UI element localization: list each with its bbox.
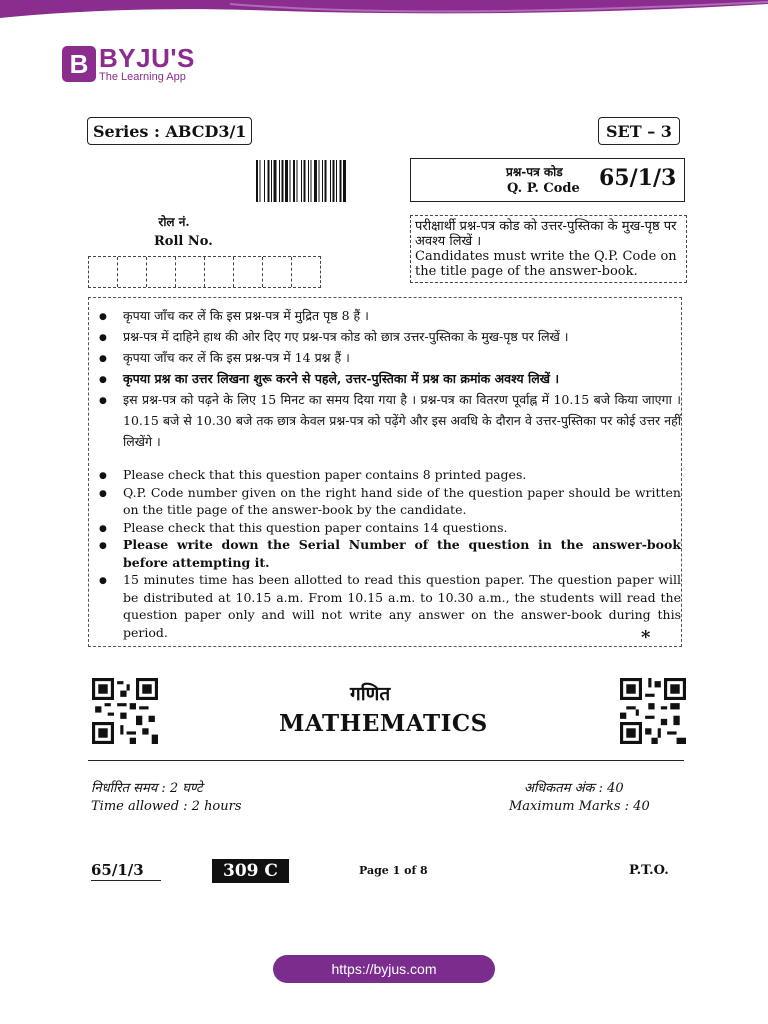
subject-title: MATHEMATICS (279, 710, 488, 737)
instructions-hindi (96, 305, 681, 452)
qp-code-value: 65/1/3 (599, 165, 677, 191)
instruction-item: ● प्रश्न-पत्र में दाहिने हाथ की ओर दिए गए प्रश्न-पत्र कोड को छात्र उत्तर-पुस्तिका के मुख-पृष्ठ पर लिखें । (96, 326, 681, 347)
roll-cell[interactable] (118, 257, 147, 287)
page-number: Page 1 of 8 (359, 864, 428, 877)
roll-cell[interactable] (263, 257, 292, 287)
asterisk-mark: * (641, 627, 651, 648)
qp-code-label: Q. P. Code (507, 181, 580, 196)
roll-label: Roll No. (154, 234, 213, 249)
maximum-marks-hindi: अधिकतम अंक : 40 (524, 781, 624, 796)
instruction-item: ● 15 minutes time has been allotted to read this question paper. The question paper will be distributed at 10.15 a.m. From 10.15 a.m. to 10.30 a.m., the students will read the question paper only and will not write any answer on the answer-book during this period. (96, 571, 681, 641)
instruction-item: ● Please check that this question paper contains 14 questions. (96, 519, 681, 537)
pto-label: P.T.O. (629, 863, 669, 878)
instruction-item: ● कृपया प्रश्न का उत्तर लिखना शुरू करने से पहले, उत्तर-पुस्तिका में प्रश्न का क्रमांक अवश्य लिखें । (96, 368, 681, 389)
roll-cell[interactable] (176, 257, 205, 287)
qr-code-icon[interactable] (92, 678, 158, 744)
instruction-item: ● कृपया जाँच कर लें कि इस प्रश्न-पत्र में मुद्रित पृष्ठ 8 हैं । (96, 305, 681, 326)
qp-code-box (410, 158, 685, 202)
roll-cell[interactable] (234, 257, 263, 287)
instruction-item: ● Q.P. Code number given on the right hand side of the question paper should be written on the title page of the answer-book by the candidate. (96, 484, 681, 519)
maximum-marks: Maximum Marks : 40 (509, 799, 650, 814)
instructions-english (96, 466, 681, 641)
candidate-note: Candidates must write the Q.P. Code on the title page of the answer-book. (415, 249, 677, 279)
byjus-logo[interactable] (62, 42, 195, 86)
roll-label-hindi: रोल नं. (158, 215, 190, 229)
logo-tagline: The Learning App (99, 71, 186, 83)
candidate-note-box (410, 215, 687, 283)
instruction-item: ● Please write down the Serial Number of the question in the answer-book before attempting it. (96, 536, 681, 571)
time-allowed-hindi: निर्धारित समय : 2 घण्टे (91, 781, 203, 796)
series-label: Series : ABCD3/1 (87, 117, 252, 145)
candidate-note-hindi: परीक्षार्थी प्रश्न-पत्र कोड को उत्तर-पुस्तिका के मुख-पृष्ठ पर अवश्य लिखें । (415, 219, 677, 249)
subject-title-hindi: गणित (350, 683, 391, 705)
footer-qp-code: 65/1/3 (91, 861, 161, 881)
qp-code-label-hindi: प्रश्न-पत्र कोड (506, 165, 563, 179)
divider (88, 760, 684, 761)
top-banner-swoosh (0, 0, 768, 22)
time-allowed: Time allowed : 2 hours (91, 799, 242, 814)
logo-mark: B (62, 46, 96, 82)
website-link[interactable]: https://byjus.com (273, 955, 495, 983)
instruction-item: ● कृपया जाँच कर लें कि इस प्रश्न-पत्र में 14 प्रश्न हैं । (96, 347, 681, 368)
instruction-item: ● इस प्रश्न-पत्र को पढ़ने के लिए 15 मिनट का समय दिया गया है । प्रश्न-पत्र का वितरण पूर्वाह्न में 10.15 बजे किया जाएगा । 10.15 बजे से 10.30 बजे तक छात्र केवल प्रश्न-पत्र को पढ़ेंगे और इस अवधि के दौरान वे उत्तर-पुस्तिका पर कोई उत्तर नहीं लिखेंगे । (96, 389, 681, 452)
instruction-item: ● Please check that this question paper contains 8 printed pages. (96, 466, 681, 484)
roll-cell[interactable] (147, 257, 176, 287)
roll-cell[interactable] (89, 257, 118, 287)
barcode-icon (256, 160, 402, 202)
roll-cell[interactable] (292, 257, 320, 287)
qr-code-icon[interactable] (620, 678, 686, 744)
roll-number-boxes[interactable] (88, 256, 321, 288)
logo-name: BYJU'S (99, 43, 195, 73)
paper-number-badge: 309 C (212, 859, 289, 883)
roll-cell[interactable] (205, 257, 234, 287)
set-label: SET – 3 (598, 117, 680, 145)
